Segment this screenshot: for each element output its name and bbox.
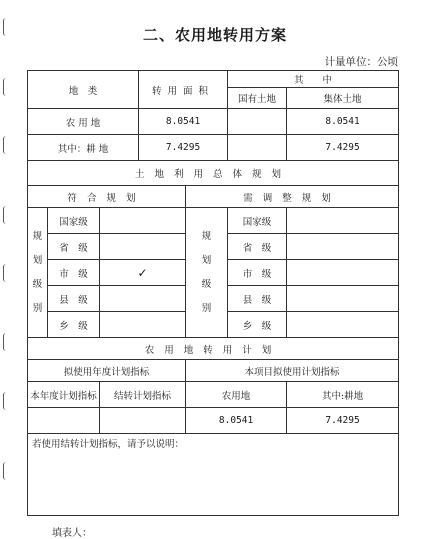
left-mark-province[interactable] (100, 234, 186, 260)
level-township: 乡 级 (228, 312, 287, 338)
left-plan-level-label: 规 划 级 别 (28, 208, 48, 338)
level-national: 国家级 (48, 208, 100, 234)
area-value[interactable]: 8.0541 (139, 109, 228, 135)
level-province: 省 级 (48, 234, 100, 260)
right-mark-city[interactable] (287, 260, 399, 286)
right-plan-level-label: 规 划 级 别 (186, 208, 228, 338)
level-city: 市 级 (48, 260, 100, 286)
header-collective-land: 集体土地 (287, 88, 399, 109)
right-mark-province[interactable] (287, 234, 399, 260)
table-row (28, 135, 399, 161)
state-value[interactable] (228, 135, 287, 161)
area-value[interactable]: 7.4295 (139, 135, 228, 161)
conforms-plan-header: 符合规划 (28, 186, 186, 208)
section-title-land-plan: 土地利用总体规划 (28, 161, 399, 186)
level-county: 县 级 (228, 286, 287, 312)
project-quota-header: 本项目拟使用计划指标 (186, 360, 399, 382)
needs-adjust-plan-header: 需调整规划 (186, 186, 399, 208)
carried-over-quota-header: 结转计划指标 (100, 382, 186, 408)
collective-value[interactable]: 8.0541 (287, 109, 399, 135)
row-label: 农 用 地 (28, 109, 139, 135)
binding-mark (3, 333, 8, 351)
project-cultivated-header: 其中:耕地 (287, 382, 399, 408)
notes-area[interactable] (28, 434, 399, 516)
annual-quota-header: 拟使用年度计划指标 (28, 360, 186, 382)
level-province: 省 级 (228, 234, 287, 260)
collective-value[interactable]: 7.4295 (287, 135, 399, 161)
right-mark-county[interactable] (287, 286, 399, 312)
header-area: 转用面积 (139, 71, 228, 109)
this-year-quota-header: 本年度计划指标 (28, 382, 100, 408)
row-label: 其中：耕 地 (28, 135, 139, 161)
unit-note: 计量单位：公顷 (324, 56, 398, 68)
project-cultivated-value[interactable]: 7.4295 (287, 408, 399, 434)
binding-mark (3, 136, 8, 154)
binding-mark (3, 78, 8, 96)
right-mark-township[interactable] (287, 312, 399, 338)
level-national: 国家级 (228, 208, 287, 234)
table-row (28, 109, 399, 135)
header-of-which: 其 中 (228, 71, 399, 88)
level-township: 乡 级 (48, 312, 100, 338)
binding-mark (3, 264, 8, 282)
this-year-quota-value[interactable] (28, 408, 100, 434)
right-mark-national[interactable] (287, 208, 399, 234)
section-title-conversion-plan: 农用地转用计划 (28, 338, 399, 360)
filler-label: 填表人： (52, 528, 92, 539)
conversion-form-table (27, 70, 399, 516)
header-land-type: 地 类 (28, 71, 139, 109)
level-county: 县 级 (48, 286, 100, 312)
project-farmland-header: 农用地 (186, 382, 287, 408)
level-city: 市 级 (228, 260, 287, 286)
left-mark-national[interactable] (100, 208, 186, 234)
state-value[interactable] (228, 109, 287, 135)
notes-label: 若使用结转计划指标，请予以说明： (32, 439, 185, 450)
header-state-land: 国有土地 (228, 88, 287, 109)
project-farmland-value[interactable]: 8.0541 (186, 408, 287, 434)
page-title: 二、农用地转用方案 (142, 26, 287, 44)
left-mark-city-check-icon[interactable]: ✓ (100, 260, 186, 286)
binding-mark (3, 462, 8, 480)
binding-mark (3, 206, 8, 224)
left-mark-township[interactable] (100, 312, 186, 338)
carried-over-quota-value[interactable] (100, 408, 186, 434)
left-mark-county[interactable] (100, 286, 186, 312)
binding-mark (3, 392, 8, 410)
